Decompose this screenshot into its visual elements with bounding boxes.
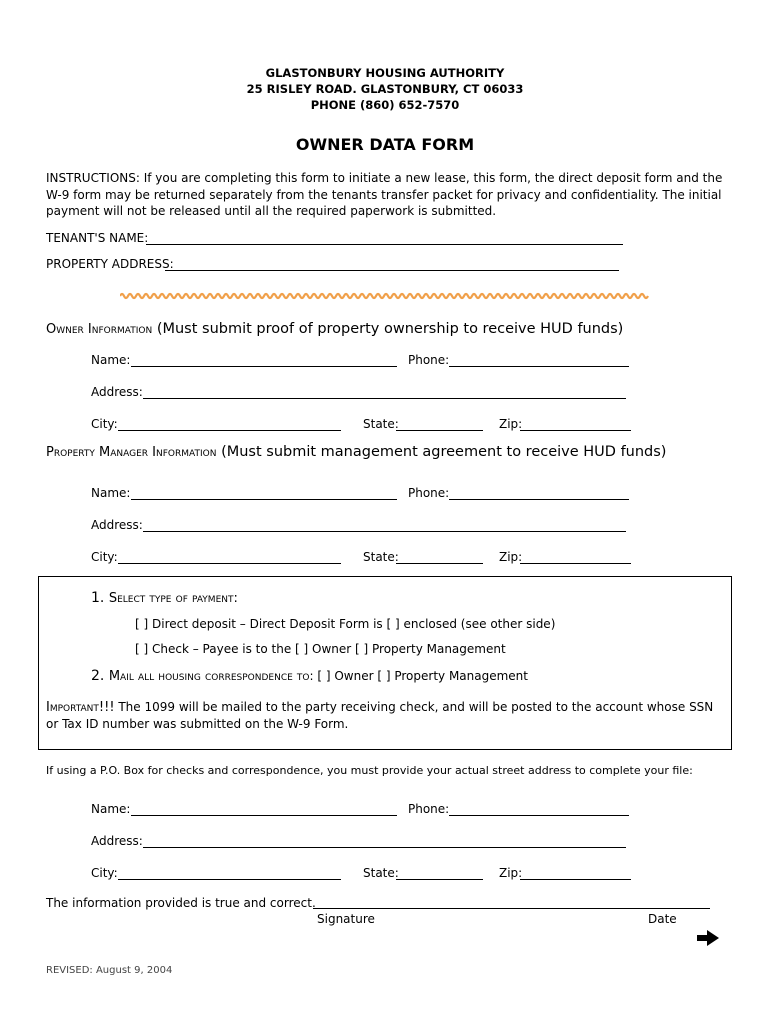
form-title: OWNER DATA FORM [295,135,475,154]
street-address-label: Address: [91,834,143,848]
street-city-field[interactable] [118,879,341,880]
manager-phone-label: Phone: [408,486,450,500]
street-phone-label: Phone: [408,802,450,816]
org-address: 25 RISLEY ROAD. GLASTONBURY, CT 06033 [246,82,524,96]
owner-name-field[interactable] [131,366,397,367]
manager-city-field[interactable] [118,563,341,564]
arrow-right-icon [695,928,721,948]
manager-name-label: Name: [91,486,131,500]
manager-city-label: City: [91,550,118,564]
check-option[interactable]: [ ] Check – Payee is to the [ ] Owner [ ] Property Management [135,642,506,656]
manager-zip-label: Zip: [499,550,523,564]
street-city-label: City: [91,866,118,880]
owner-zip-field[interactable] [520,430,631,431]
owner-city-label: City: [91,417,118,431]
org-phone: PHONE (860) 652-7570 [310,98,460,112]
owner-phone-label: Phone: [408,353,450,367]
owner-note: (Must submit proof of property ownership to receive HUD funds) [156,321,624,337]
street-zip-label: Zip: [499,866,523,880]
manager-zip-field[interactable] [520,563,631,564]
direct-deposit-option[interactable]: [ ] Direct deposit – Direct Deposit Form is [ ] enclosed (see other side) [135,617,556,631]
owner-section-heading [46,321,623,337]
owner-heading: Owner Information [46,322,153,337]
street-phone-field[interactable] [449,815,629,816]
step-1-heading [91,590,238,606]
street-state-field[interactable] [396,879,483,880]
owner-phone-field[interactable] [449,366,629,367]
step-2-number: 2. [91,668,105,684]
owner-address-field[interactable] [143,398,626,399]
tenant-name-label: TENANT'S NAME: [46,231,149,245]
manager-name-field[interactable] [131,499,397,500]
step-1-number: 1. [91,590,105,606]
street-name-label: Name: [91,802,131,816]
owner-zip-label: Zip: [499,417,523,431]
important-text: The 1099 will be mailed to the party receiving check, and will be posted to the account whose SSN or Tax ID number was submitted on the W-9 Form. [46,700,714,731]
signature-label: Signature [317,912,375,926]
revised-date: REVISED: August 9, 2004 [46,965,173,976]
manager-phone-field[interactable] [449,499,629,500]
tenant-name-field[interactable] [146,244,623,245]
org-name: GLASTONBURY HOUSING AUTHORITY [265,66,505,80]
date-label: Date [648,912,677,926]
property-address-label: PROPERTY ADDRESS: [46,257,174,271]
manager-state-field[interactable] [396,563,483,564]
step-2-text: Mail all housing correspondence to [108,669,310,684]
property-address-field[interactable] [165,270,619,271]
manager-note: (Must submit management agreement to receive HUD funds) [221,444,667,460]
street-zip-field[interactable] [520,879,631,880]
street-name-field[interactable] [131,815,397,816]
important-notice [46,699,722,733]
owner-state-label: State: [363,417,399,431]
owner-city-field[interactable] [118,430,341,431]
important-label: Important!!! [46,700,115,715]
manager-heading: Property Manager Information [46,445,217,460]
signature-field[interactable] [313,908,710,909]
po-box-note: If using a P.O. Box for checks and correspondence, you must provide your actual street address to complete your file: [46,764,693,777]
wavy-divider [120,291,650,301]
step-1-text: Select type of payment: [108,591,238,606]
step-2-heading [91,668,528,684]
manager-section-heading [46,444,666,460]
instructions: INSTRUCTIONS: If you are completing this form to initiate a new lease, this form, the direct deposit form and the W-9 form may be returned separately from the tenants transfer packet for privacy and confidentiality. The initial payment will not be released until all the required paperwork is submitted. [46,171,723,218]
certification-text: The information provided is true and correct. [46,896,316,910]
owner-address-label: Address: [91,385,143,399]
owner-name-label: Name: [91,353,131,367]
street-state-label: State: [363,866,399,880]
manager-state-label: State: [363,550,399,564]
owner-state-field[interactable] [396,430,483,431]
manager-address-label: Address: [91,518,143,532]
street-address-field[interactable] [143,847,626,848]
manager-address-field[interactable] [143,531,626,532]
correspondence-options[interactable]: : [ ] Owner [ ] Property Management [309,669,528,683]
